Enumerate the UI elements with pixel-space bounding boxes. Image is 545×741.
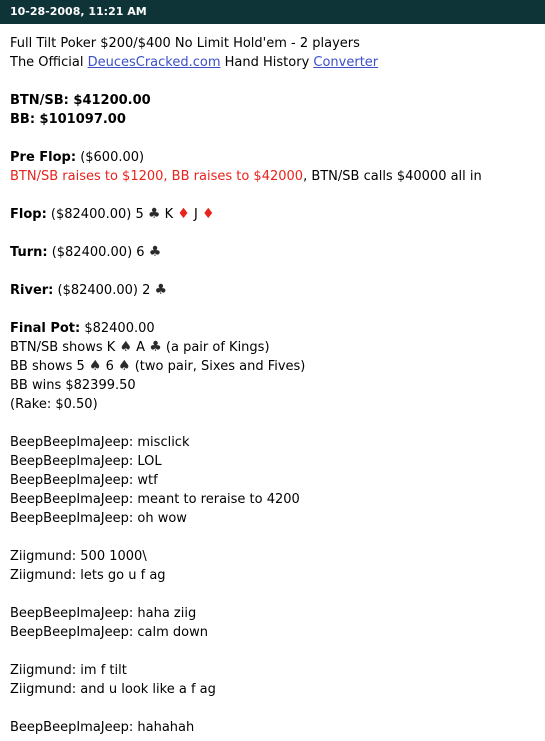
chat-group	[10, 547, 545, 585]
final-pot-amount: $82400.00	[80, 321, 155, 336]
turn-line	[10, 243, 545, 262]
preflop-pot: ($600.00)	[76, 150, 145, 165]
club-icon: ♣	[154, 282, 168, 298]
rake-line: (Rake: $0.50)	[10, 397, 98, 412]
bb-showdown	[10, 357, 545, 376]
spade-icon: ♠	[119, 339, 133, 355]
bb-hand-description: (two pair, Sixes and Fives)	[130, 359, 306, 374]
spade-icon: ♠	[88, 358, 102, 374]
chat-line: Ziigmund: 500 1000\	[10, 549, 147, 564]
game-description: Full Tilt Poker $200/$400 No Limit Hold'em - 2 players	[10, 36, 360, 51]
btn-stack: BTN/SB: $41200.00	[10, 93, 151, 108]
chat-line: BeepBeepImaJeep: oh wow	[10, 511, 187, 526]
club-icon: ♣	[149, 339, 162, 355]
turn-label: Turn:	[10, 245, 48, 260]
diamond-icon: ♦	[177, 206, 190, 222]
flop-line	[10, 205, 545, 224]
flop-card-3-rank: J	[194, 207, 198, 222]
chat-log	[10, 433, 545, 737]
preflop-action	[10, 167, 545, 186]
river-line	[10, 281, 545, 300]
intro-line-2	[10, 53, 545, 72]
chat-group	[10, 604, 545, 642]
chat-group	[10, 718, 545, 737]
chat-line: BeepBeepImaJeep: hahahah	[10, 720, 195, 735]
btn-raise-action: BTN/SB raises to $1200	[10, 169, 164, 184]
flop-pot: ($82400.00)	[46, 207, 136, 222]
converter-link[interactable]: Converter	[313, 55, 379, 70]
chat-group	[10, 433, 545, 528]
preflop-label: Pre Flop:	[10, 150, 77, 165]
btn-card-2-rank: A	[136, 340, 146, 355]
btn-card-1-rank: K	[106, 340, 116, 355]
club-icon: ♣	[148, 244, 162, 260]
winner-line: BB wins $82399.50	[10, 378, 136, 393]
post-body	[0, 24, 545, 737]
flop-card-1-rank: 5	[135, 207, 144, 222]
chat-line: BeepBeepImaJeep: calm down	[10, 625, 208, 640]
bb-stack: BB: $101097.00	[10, 112, 126, 127]
final-pot-label: Final Pot:	[10, 321, 81, 336]
post-timestamp: 10-28-2008, 11:21 AM	[10, 5, 147, 18]
bb-shows-text: BB shows	[10, 359, 77, 374]
btn-showdown	[10, 338, 545, 357]
bb-raise-action: BB raises to $42000	[171, 169, 304, 184]
preflop-header	[10, 148, 545, 167]
chat-line: Ziigmund: and u look like a f ag	[10, 682, 216, 697]
flop-label: Flop:	[10, 207, 47, 222]
bb-card-1-rank: 5	[76, 359, 85, 374]
river-label: River:	[10, 283, 54, 298]
intro-line-1	[10, 34, 545, 53]
chat-line: BeepBeepImaJeep: haha ziig	[10, 606, 197, 621]
btn-shows-text: BTN/SB shows	[10, 340, 107, 355]
action-separator: ,	[163, 169, 172, 184]
chat-line: Ziigmund: lets go u f ag	[10, 568, 166, 583]
flop-card-2-rank: K	[164, 207, 174, 222]
turn-card-rank: 6	[136, 245, 145, 260]
final-pot-line	[10, 319, 545, 338]
chat-line: BeepBeepImaJeep: misclick	[10, 435, 190, 450]
btn-hand-description: (a pair of Kings)	[161, 340, 270, 355]
diamond-icon: ♦	[201, 206, 215, 222]
post-header	[0, 0, 545, 24]
chat-line: BeepBeepImaJeep: meant to reraise to 4200	[10, 492, 300, 507]
btn-call-action: , BTN/SB calls $40000 all in	[303, 169, 482, 184]
intro-text-mid: Hand History	[220, 55, 314, 70]
spade-icon: ♠	[118, 358, 131, 374]
chat-group	[10, 661, 545, 699]
club-icon: ♣	[147, 206, 161, 222]
bb-card-2-rank: 6	[105, 359, 114, 374]
river-pot: ($82400.00)	[53, 283, 143, 298]
deucescracked-link[interactable]: DeucesCracked.com	[87, 55, 221, 70]
chat-line: BeepBeepImaJeep: wtf	[10, 473, 158, 488]
chat-line: BeepBeepImaJeep: LOL	[10, 454, 162, 469]
intro-text: The Official	[10, 55, 88, 70]
chat-line: Ziigmund: im f tilt	[10, 663, 127, 678]
river-card-rank: 2	[142, 283, 151, 298]
turn-pot: ($82400.00)	[47, 245, 137, 260]
